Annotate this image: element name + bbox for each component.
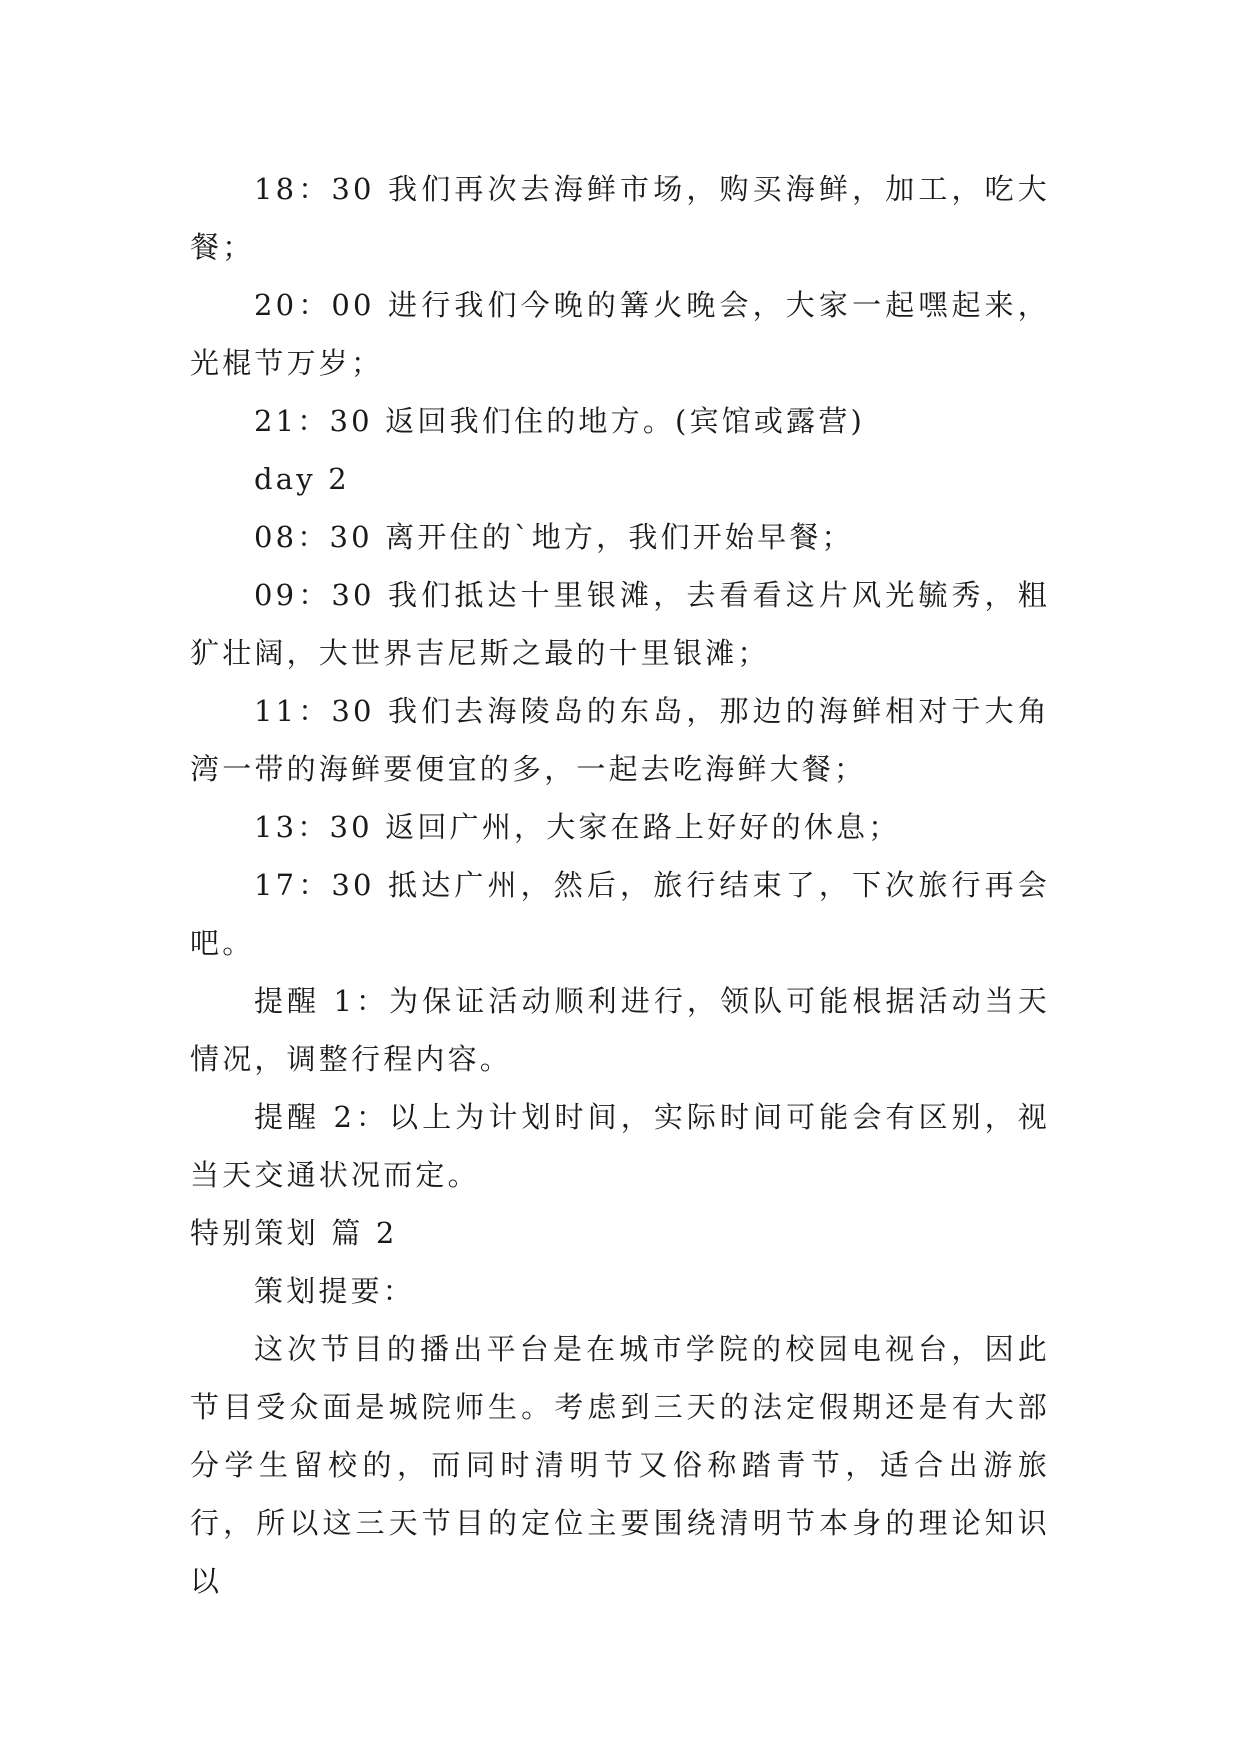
section-title: 特别策划 篇 2 — [190, 1216, 398, 1250]
reminder-2: 提醒 2：以上为计划时间，实际时间可能会有区别，视当天交通状况而定。 — [190, 1100, 1050, 1192]
day-heading: day 2 — [254, 462, 350, 496]
schedule-item-1730: 17：30 抵达广州，然后，旅行结束了，下次旅行再会吧。 — [190, 868, 1050, 960]
reminder-1: 提醒 1：为保证活动顺利进行，领队可能根据活动当天情况，调整行程内容。 — [190, 984, 1050, 1076]
schedule-item-2130: 21：30 返回我们住的地方。(宾馆或露营) — [254, 404, 866, 438]
plan-summary-heading: 策划提要： — [254, 1274, 416, 1308]
schedule-item-2000: 20：00 进行我们今晚的篝火晚会，大家一起嘿起来，光棍节万岁； — [190, 288, 1050, 380]
schedule-item-0930: 09：30 我们抵达十里银滩，去看看这片风光毓秀，粗犷壮阔，大世界吉尼斯之最的十里银滩； — [190, 578, 1050, 670]
schedule-item-1830: 18：30 我们再次去海鲜市场，购买海鲜，加工，吃大餐； — [190, 172, 1050, 264]
schedule-item-0830: 08：30 离开住的`地方，我们开始早餐； — [254, 520, 854, 554]
document-page — [190, 160, 1050, 1610]
plan-summary-body: 这次节目的播出平台是在城市学院的校园电视台，因此节目受众面是城院师生。考虑到三天的法定假期还是有大部分学生留校的，而同时清明节又俗称踏青节，适合出游旅行，所以这三天节目的定位主要围绕清明节本身的理论知识以 — [190, 1332, 1050, 1598]
schedule-item-1330: 13：30 返回广州，大家在路上好好的休息； — [254, 810, 901, 844]
schedule-item-1130: 11：30 我们去海陵岛的东岛，那边的海鲜相对于大角湾一带的海鲜要便宜的多，一起去吃海鲜大餐； — [190, 694, 1050, 786]
